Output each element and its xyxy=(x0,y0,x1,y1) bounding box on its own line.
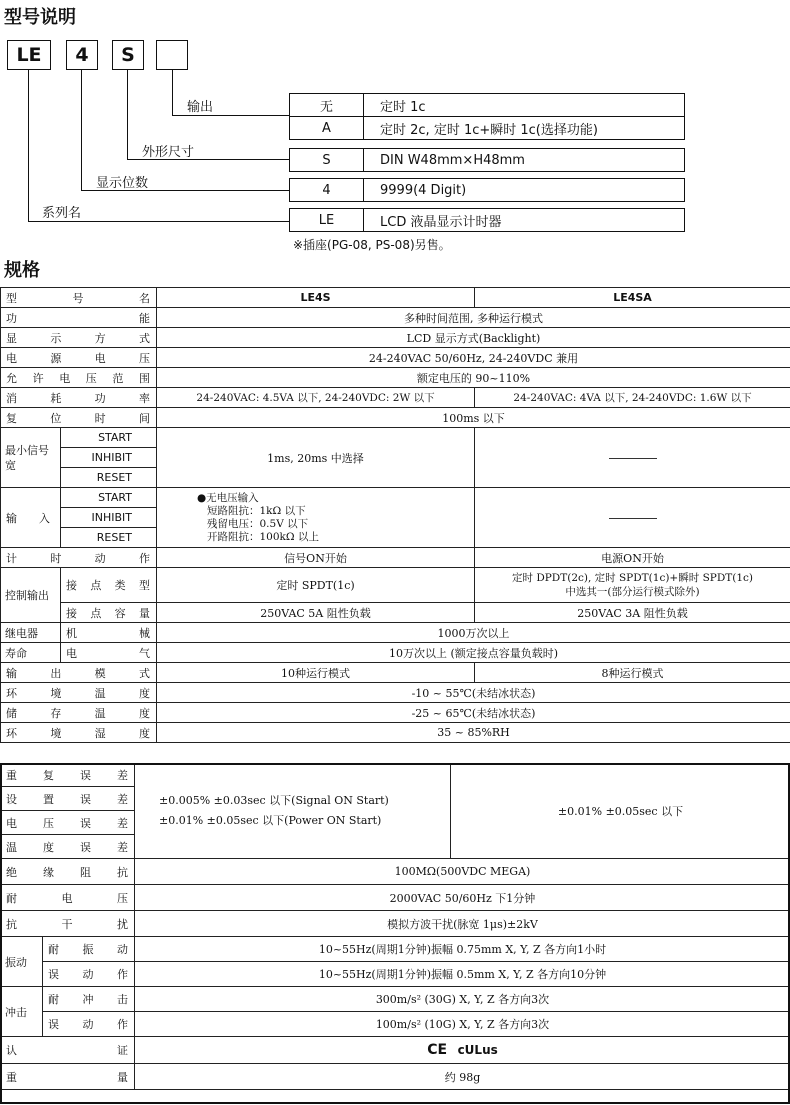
table-row xyxy=(1,1012,790,1037)
table-row xyxy=(1,408,790,428)
cell-value: 250VAC 3A 阻性负载 xyxy=(475,603,790,623)
row-label: 输 入 xyxy=(6,511,50,525)
option-row-output-none xyxy=(289,93,685,117)
sub-label: 电 气 xyxy=(66,646,150,660)
ce-mark-icon: CE xyxy=(427,1042,448,1058)
sub-label: RESET xyxy=(61,468,157,488)
row-label: 耐 电 压 xyxy=(6,891,128,905)
spec-table-secondary xyxy=(0,763,790,1090)
cell-value: 多种时间范围, 多种运行模式 xyxy=(157,308,790,328)
table-row xyxy=(1,348,790,368)
sub-label: 接 点 容 量 xyxy=(66,606,150,620)
col-header-le4sa: LE4SA xyxy=(475,288,790,308)
cell-value: 10万次以上 (额定接点容量负载时) xyxy=(157,643,790,663)
sub-label: 误 动 作 xyxy=(48,1018,128,1031)
row-label: 计 时 动 作 xyxy=(6,551,150,565)
col-header-le4s: LE4S xyxy=(157,288,475,308)
cell-line: 中选其一(部分运行模式除外) xyxy=(565,586,700,598)
table-row xyxy=(1,328,790,348)
option-value: 定时 2c, 定时 1c+瞬时 1c(选择功能) xyxy=(380,122,598,138)
connector-series-v xyxy=(28,70,29,222)
spec-section-title: 规格 xyxy=(4,260,40,281)
code-box-output xyxy=(156,40,188,70)
row-label: 温 度 误 差 xyxy=(6,840,128,854)
table-row xyxy=(1,987,790,1012)
error-cell-b: ±0.01% ±0.05sec 以下 xyxy=(451,764,790,859)
row-label: 绝 缘 阻 抗 xyxy=(6,865,128,879)
row-label: 电 压 误 差 xyxy=(6,816,128,830)
row-label: 功 能 xyxy=(6,311,150,325)
sub-label: 机 械 xyxy=(66,626,150,640)
connector-output-h xyxy=(172,115,290,116)
table-row xyxy=(1,623,790,643)
code-box-size: S xyxy=(112,40,144,70)
sub-label: START xyxy=(61,428,157,448)
table-row xyxy=(1,937,790,962)
cell-value: 24-240VAC: 4VA 以下, 24-240VDC: 1.6W 以下 xyxy=(475,388,790,408)
dash-mark xyxy=(609,458,657,459)
option-key: S xyxy=(290,149,364,171)
input-spec-cell xyxy=(157,488,475,548)
row-label: 电 源 电 压 xyxy=(6,351,150,365)
row-label: 振动 xyxy=(1,937,43,987)
spec-table-main xyxy=(0,287,790,743)
cell-value: 8种运行模式 xyxy=(475,663,790,683)
table-row xyxy=(1,885,790,911)
table-row xyxy=(1,288,790,308)
label-output: 输出 xyxy=(187,100,214,115)
row-label: 环 境 湿 度 xyxy=(6,726,150,740)
option-key: LE xyxy=(290,209,364,231)
code-box-digits: 4 xyxy=(66,40,98,70)
option-row-output-a xyxy=(289,116,685,140)
option-key: 4 xyxy=(290,179,364,201)
cell-value: 100ms 以下 xyxy=(157,408,790,428)
row-label: 认 证 xyxy=(6,1044,128,1057)
ul-mark-icon: cULus xyxy=(457,1043,498,1057)
row-label: 重 复 误 差 xyxy=(6,769,128,782)
cell-value: 24-240VAC: 4.5VA 以下, 24-240VDC: 2W 以下 xyxy=(157,388,475,408)
table-row xyxy=(1,663,790,683)
cell-value: 35 ~ 85%RH xyxy=(157,723,790,743)
table-row xyxy=(1,548,790,568)
cell-value: 1000万次以上 xyxy=(157,623,790,643)
socket-note: ※插座(PG-08, PS-08)另售。 xyxy=(293,238,451,252)
row-label: 抗 干 扰 xyxy=(6,917,128,931)
option-value: 9999(4 Digit) xyxy=(380,182,467,198)
cell-dash xyxy=(475,488,790,548)
option-value: 定时 1c xyxy=(380,99,426,115)
cell-line: ±0.005% ±0.03sec 以下(Signal ON Start) xyxy=(159,794,389,807)
cell-value: LCD 显示方式(Backlight) xyxy=(157,328,790,348)
option-key: A xyxy=(290,117,364,139)
code-box-series: LE xyxy=(7,40,51,70)
table-row xyxy=(1,488,790,508)
row-label: 复 位 时 间 xyxy=(6,411,150,425)
row-label: 输 出 模 式 xyxy=(6,666,150,680)
table-row xyxy=(1,368,790,388)
sub-label: START xyxy=(61,488,157,508)
cell-value: 2000VAC 50/60Hz 下1分钟 xyxy=(135,885,790,911)
row-label: 最小信号宽 xyxy=(1,428,61,488)
table-row xyxy=(1,643,790,663)
label-series: 系列名 xyxy=(42,206,82,221)
connector-size-v xyxy=(127,70,128,160)
table-row xyxy=(1,1037,790,1064)
table-row xyxy=(1,723,790,743)
error-cell-a xyxy=(135,764,451,859)
option-row-size xyxy=(289,148,685,172)
row-label: 控制输出 xyxy=(1,568,61,623)
cell-value: 模拟方波干扰(脉宽 1μs)±2kV xyxy=(135,911,790,937)
cell-value-multiline xyxy=(475,568,790,603)
table-row xyxy=(1,308,790,328)
sub-label: INHIBIT xyxy=(61,448,157,468)
row-label: 允 许 电 压 范 围 xyxy=(6,371,150,385)
cell-value: -25 ~ 65℃(未结冰状态) xyxy=(157,703,790,723)
cell-value: 1ms, 20ms 中选择 xyxy=(157,428,475,488)
cell-value: 定时 SPDT(1c) xyxy=(157,568,475,603)
input-line: 短路阻抗：1kΩ 以下 xyxy=(207,504,306,517)
cell-line: ±0.01% ±0.05sec 以下(Power ON Start) xyxy=(159,814,382,827)
table-row xyxy=(1,962,790,987)
row-label: 重 量 xyxy=(6,1070,128,1084)
row-label: 冲击 xyxy=(1,987,43,1037)
row-label: 继电器 xyxy=(1,623,61,643)
approval-marks xyxy=(135,1037,790,1064)
row-label: 设 置 误 差 xyxy=(6,792,128,806)
row-label: 寿命 xyxy=(1,643,61,663)
input-line: 开路阻抗：100kΩ 以上 xyxy=(207,530,319,543)
connector-series-h xyxy=(28,221,290,222)
option-row-digits xyxy=(289,178,685,202)
sub-label: INHIBIT xyxy=(61,508,157,528)
sub-label: 耐 冲 击 xyxy=(48,993,128,1006)
cell-value: 10种运行模式 xyxy=(157,663,475,683)
table-row xyxy=(1,683,790,703)
cell-value: 100m/s² (10G) X, Y, Z 各方向3次 xyxy=(135,1012,790,1037)
label-size: 外形尺寸 xyxy=(142,145,195,160)
cell-value: 10~55Hz(周期1分钟)振幅 0.5mm X, Y, Z 各方向10分钟 xyxy=(135,962,790,987)
model-section-title: 型号说明 xyxy=(4,7,76,28)
sub-label: 耐 振 动 xyxy=(48,943,128,956)
cell-value: 额定电压的 90~110% xyxy=(157,368,790,388)
option-key: 无 xyxy=(290,94,364,116)
cell-value: 250VAC 5A 阻性负载 xyxy=(157,603,475,623)
sub-label: RESET xyxy=(61,528,157,548)
option-value: DIN W48mm×H48mm xyxy=(380,152,525,168)
row-label: 型 号 名 xyxy=(6,291,150,305)
table-row xyxy=(1,568,790,603)
table-row xyxy=(1,428,790,448)
table-row xyxy=(1,911,790,937)
table-row xyxy=(1,603,790,623)
cell-value: 电源ON开始 xyxy=(475,548,790,568)
table-row xyxy=(1,859,790,885)
cell-value: -10 ~ 55℃(未结冰状态) xyxy=(157,683,790,703)
cell-value: 24-240VAC 50/60Hz, 24-240VDC 兼用 xyxy=(157,348,790,368)
dash-mark xyxy=(609,518,657,519)
connector-output-v xyxy=(172,70,173,116)
table-row xyxy=(1,1064,790,1090)
cell-value: 100MΩ(500VDC MEGA) xyxy=(135,859,790,885)
cell-value: 300m/s² (30G) X, Y, Z 各方向3次 xyxy=(135,987,790,1012)
row-label: 环 境 温 度 xyxy=(6,686,150,700)
cell-value: 约 98g xyxy=(135,1064,790,1090)
option-row-series xyxy=(289,208,685,232)
input-line: ●无电压输入 xyxy=(197,491,259,504)
cell-value: 信号ON开始 xyxy=(157,548,475,568)
cell-dash xyxy=(475,428,790,488)
sub-label: 误 动 作 xyxy=(48,968,128,981)
row-label: 储 存 温 度 xyxy=(6,706,150,720)
table-row xyxy=(1,388,790,408)
connector-digits-v xyxy=(81,70,82,191)
cell-line: 定时 DPDT(2c), 定时 SPDT(1c)+瞬时 SPDT(1c) xyxy=(511,572,753,584)
table-row xyxy=(1,764,790,787)
label-digits: 显示位数 xyxy=(96,176,149,191)
option-value: LCD 液晶显示计时器 xyxy=(380,214,502,230)
cell-value: 10~55Hz(周期1分钟)振幅 0.75mm X, Y, Z 各方向1小时 xyxy=(135,937,790,962)
table-row xyxy=(1,703,790,723)
sub-label: 接 点 类 型 xyxy=(66,579,150,592)
input-line: 残留电压：0.5V 以下 xyxy=(207,517,309,530)
row-label: 消 耗 功 率 xyxy=(6,391,150,405)
row-label: 显 示 方 式 xyxy=(6,331,150,345)
